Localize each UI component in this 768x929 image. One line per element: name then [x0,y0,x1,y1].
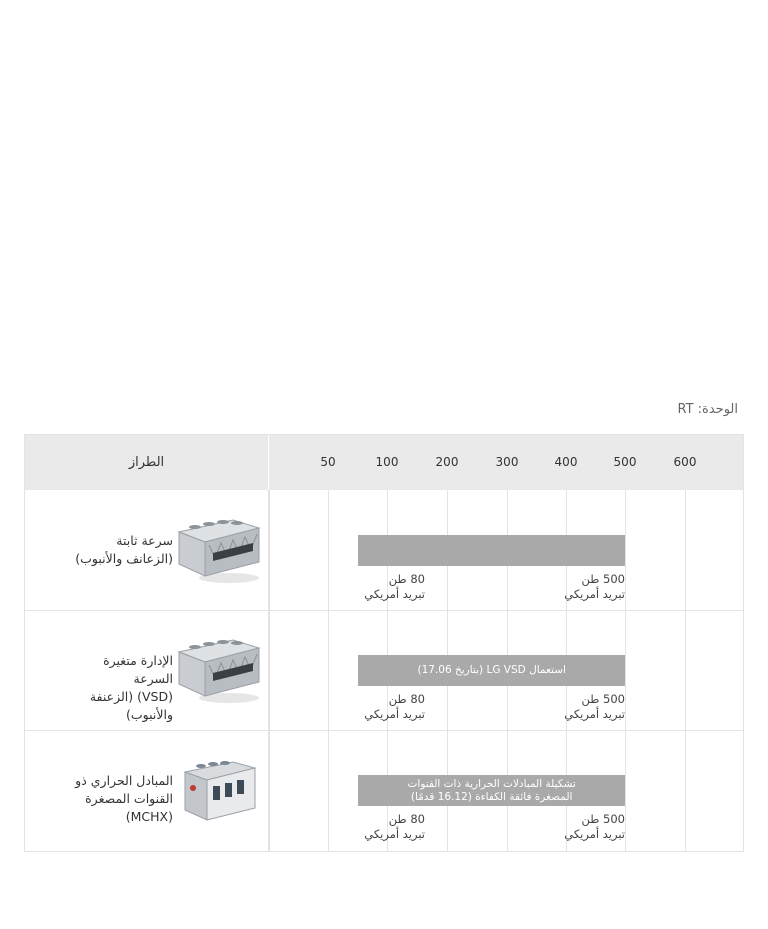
grid-line [269,490,270,852]
x-tick-label: 400 [554,455,578,469]
x-tick-label: 100 [375,455,399,469]
x-tick-label: 500 [613,455,637,469]
chiller-capacity-chart [24,434,744,852]
min-capacity-label: 80 طن تبريد أمريكي [364,692,425,721]
x-tick-label: 50 [320,455,336,469]
min-capacity-label: 80 طن تبريد أمريكي [364,572,425,601]
grid-line [328,490,329,852]
mchx-chiller-icon [181,758,257,828]
x-tick-label: 200 [435,455,459,469]
model-column-header: الطراز [25,435,269,490]
row-divider [25,730,743,731]
grid-line [685,490,686,852]
min-capacity-label: 80 طن تبريد أمريكي [364,812,425,841]
x-tick-label: 600 [673,455,697,469]
max-capacity-label: 500 طن تبريد أمريكي [564,812,625,841]
x-tick-label: 300 [495,455,519,469]
model-name: سرعة ثابتة (الزعانف والأنبوب) [75,533,173,566]
capacity-bar [358,535,625,566]
max-capacity-label: 500 طن تبريد أمريكي [564,692,625,721]
model-name: الإدارة متغيرة السرعة (VSD) (الزعنفة والأنبوب) [89,653,173,722]
unit-label: الوحدة: RT [677,402,738,417]
row-divider [25,610,743,611]
column-separator [268,490,269,852]
max-capacity-label: 500 طن تبريد أمريكي [564,572,625,601]
capacity-bar: تشكيلة المبادلات الحرارية ذات القنوات المصغرة فائقة الكفاءة (16.12 قدمًا) [358,775,625,806]
model-name: المبادل الحراري ذو القنوات المصغرة (MCHX) [75,773,173,824]
capacity-bar: استعمال LG VSD (بتاريخ 17.06) [358,655,625,686]
grid-line [625,490,626,852]
vsd-chiller-icon [177,638,261,708]
air-cooled-chiller-icon [177,518,261,588]
